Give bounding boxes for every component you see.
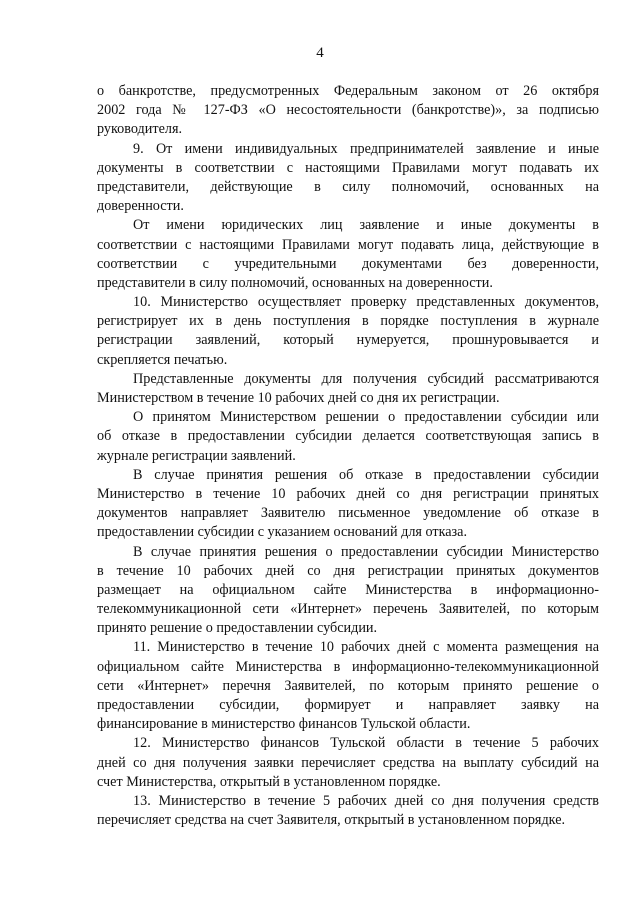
text-line: финансирование в министерство финансов Тульской области.	[97, 716, 471, 733]
text-line: скрепляется печатью.	[97, 351, 228, 368]
text-line: представители, действующие в силу полномочий, основанных на	[97, 178, 599, 195]
text-line: сети «Интернет» перечня Заявителей, по которым принято решение о	[97, 677, 599, 694]
paragraph	[97, 82, 599, 140]
text-line: Министерство в течение 10 рабочих дней со дня регистрации принятых	[97, 485, 599, 502]
page-number: 4	[316, 45, 324, 61]
paragraph	[97, 140, 599, 217]
text-line: руководителя.	[97, 121, 183, 138]
text-line: соответствии с учредительными документами без доверенности,	[97, 255, 599, 272]
text-line: официальном сайте Министерства в информационно-телекоммуникационной	[97, 658, 599, 675]
paragraph	[97, 370, 599, 408]
text-line: Представленные документы для получения субсидий рассматриваются	[133, 370, 599, 387]
text-line: документы в соответствии с настоящими Правилами могут подавать их	[97, 159, 599, 176]
paragraph	[97, 792, 599, 830]
text-line: О принятом Министерством решении о предоставлении субсидии или	[133, 409, 599, 426]
document-body	[97, 82, 599, 830]
text-line: журнале регистрации заявлений.	[97, 447, 296, 464]
text-line: о банкротстве, предусмотренных Федеральным законом от 26 октября	[97, 83, 599, 99]
text-line: дней со дня получения заявки перечисляет средства на выплату субсидий на	[97, 754, 599, 771]
text-line: принято решение о предоставлении субсидии.	[97, 620, 378, 637]
text-line: документов направляет Заявителю письменное уведомление об отказе в	[97, 505, 599, 522]
text-line: В случае принятия решения о предоставлении субсидии Министерство	[133, 543, 599, 560]
text-line: предоставлении субсидии, формирует и направляет заявку на	[97, 697, 599, 713]
text-line: 2002 года № 127-ФЗ «О несостоятельности (банкротстве)», за подписью	[97, 102, 599, 119]
text-line: предоставлении субсидии с указанием оснований для отказа.	[97, 524, 468, 541]
text-line: В случае принятия решения об отказе в предоставлении субсидии	[133, 466, 599, 483]
text-line: регистрирует их в день поступления в порядке поступления в журнале	[97, 313, 599, 330]
text-line: 9. От имени индивидуальных предпринимателей заявление и иные	[133, 140, 599, 157]
paragraph	[97, 293, 599, 370]
text-line: доверенности.	[97, 198, 184, 215]
paragraph	[97, 408, 599, 466]
text-line: 12. Министерство финансов Тульской области в течение 5 рабочих	[133, 735, 599, 752]
text-line: перечисляет средства на счет Заявителя, открытый в установленном порядке.	[97, 812, 566, 829]
text-line: счет Министерства, открытый в установленном порядке.	[97, 773, 441, 790]
paragraph	[97, 543, 599, 639]
paragraph	[97, 466, 599, 543]
paragraph	[97, 216, 599, 293]
text-line: 13. Министерство в течение 5 рабочих дней со дня получения средств	[133, 792, 599, 809]
text-line: 11. Министерство в течение 10 рабочих дней с момента размещения на	[133, 639, 599, 656]
paragraph	[97, 638, 599, 734]
text-line: соответствии с настоящими Правилами могут подавать лица, действующие в	[97, 236, 599, 253]
text-line: От имени юридических лиц заявление и иные документы в	[133, 217, 599, 234]
paragraph	[97, 734, 599, 792]
text-line: представители в силу полномочий, основанных на доверенности.	[97, 274, 493, 291]
text-line: Министерством в течение 10 рабочих дней со дня их регистрации.	[97, 390, 500, 406]
text-line: в течение 10 рабочих дней со дня регистрации принятых документов	[97, 562, 599, 579]
text-line: регистрации заявлений, который нумеруется, прошнуровывается и	[97, 332, 599, 349]
text-line: об отказе в предоставлении субсидии делается соответствующая запись в	[97, 428, 599, 445]
text-line: 10. Министерство осуществляет проверку представленных документов,	[133, 294, 599, 311]
text-line: размещает на официальном сайте Министерства в информационно-	[97, 581, 599, 598]
text-line: телекоммуникационной сети «Интернет» перечень Заявителей, по которым	[97, 601, 599, 618]
